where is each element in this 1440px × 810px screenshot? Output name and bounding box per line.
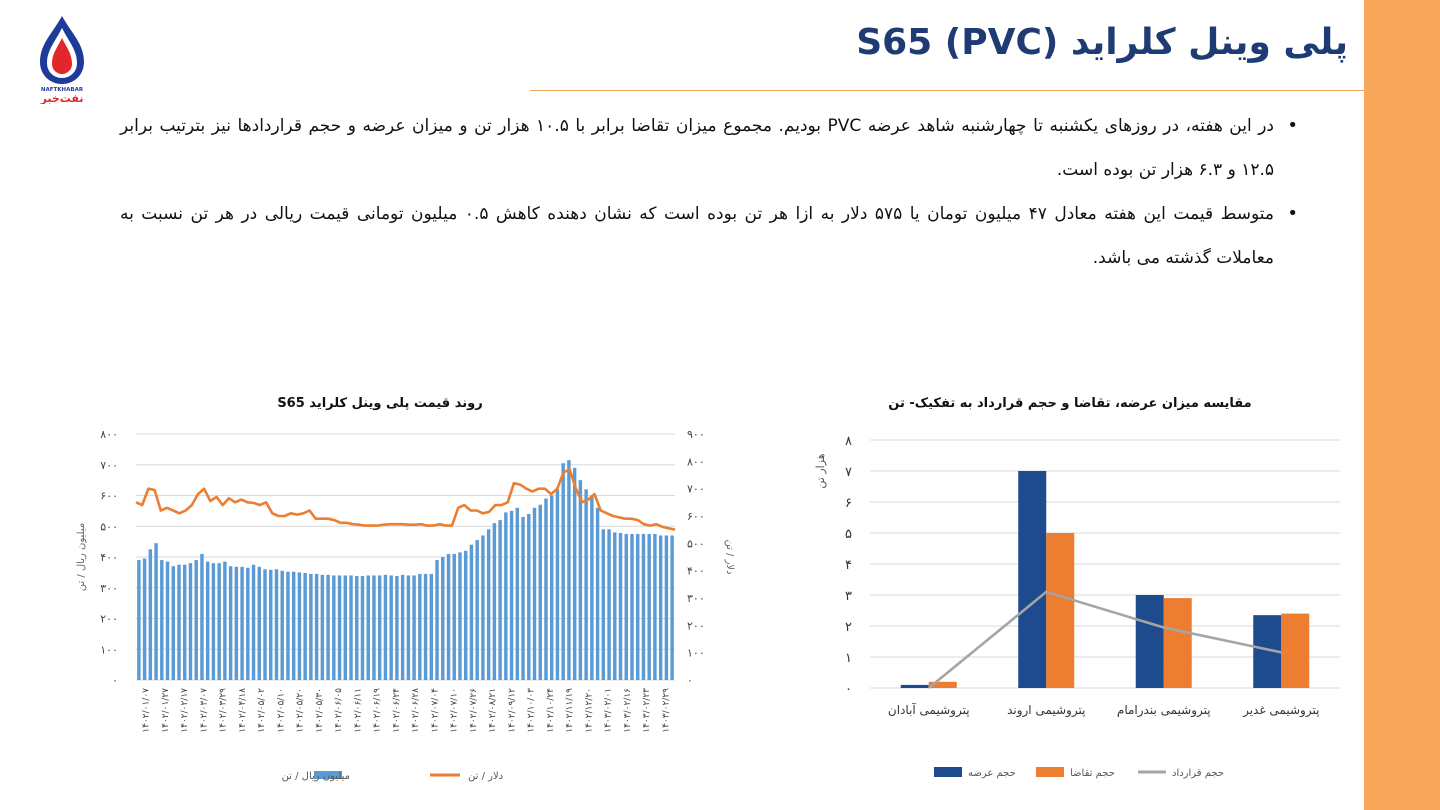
naftkhabar-logo — [28, 12, 102, 104]
x-tick-label: ۱۴۰۳/۰۲/۰۱ — [603, 688, 614, 733]
y-tick-label: ۰ — [845, 682, 852, 697]
right-tick-label: ۶۰۰ — [687, 510, 705, 523]
price-bar — [372, 575, 375, 680]
bullet-price: • متوسط قیمت این هفته معادل ۴۷ میلیون تومان یا ۵۷۵ دلار به ازا هر تن بوده است که نشان دهنده کاهش ۰.۵ میلیون تومانی قیمت ریالی در هر تن نسبت به معاملات گذشته می باشد. — [120, 192, 1300, 280]
price-bar — [596, 508, 599, 680]
right-tick-label: ۷۰۰ — [687, 482, 705, 496]
price-bar — [217, 563, 220, 680]
price-bar — [389, 575, 392, 680]
price-bar — [550, 496, 553, 681]
x-tick-label: ۱۴۰۲/۱۰/۰۳ — [526, 688, 537, 733]
price-bar — [258, 567, 261, 680]
price-bar — [154, 543, 157, 680]
price-bar — [510, 511, 513, 680]
flame-drop-icon — [28, 12, 102, 104]
price-bar — [619, 533, 622, 680]
price-bar — [384, 575, 387, 680]
right-axis-title: دلار / تن — [724, 539, 735, 575]
price-bar — [367, 575, 370, 680]
x-tick-label: ۱۴۰۲/۰۶/۲۸ — [411, 688, 422, 733]
price-bar — [212, 563, 215, 680]
x-tick-label: ۱۴۰۲/۱۰/۲۴ — [545, 688, 556, 733]
x-tick-label: ۱۴۰۲/۰۴/۱۸ — [237, 688, 248, 733]
y-tick-label: ۸ — [845, 434, 852, 449]
price-bar — [527, 514, 530, 680]
price-bar — [567, 460, 570, 680]
price-bar — [573, 468, 576, 680]
price-bar — [298, 572, 301, 680]
x-tick-label: ۱۴۰۳/۰۲/۲۹ — [661, 688, 672, 733]
price-bar — [361, 576, 364, 680]
summary-bullets — [120, 104, 1300, 280]
left-tick-label: ۶۰۰ — [100, 489, 118, 503]
logo-brand-fa: نفت‌خبر — [40, 92, 84, 104]
x-tick-label: ۱۴۰۲/۰۶/۱۱ — [353, 688, 364, 733]
price-bar — [286, 572, 289, 680]
price-bar — [424, 574, 427, 680]
price-chart-title: روند قیمت پلی وینل کلراید S65 — [277, 396, 483, 411]
price-bar — [670, 535, 673, 680]
price-bar — [349, 575, 352, 680]
price-bar — [412, 575, 415, 680]
x-tick-label: ۱۴۰۲/۰۲/۱۷ — [180, 688, 191, 733]
volume-chart-title: مقایسه میزان عرضه، تقاضا و حجم قرارداد به تفکیک- تن — [888, 396, 1252, 411]
price-bar — [470, 545, 473, 680]
contract-volume-line — [929, 592, 1282, 688]
price-bar — [309, 574, 312, 680]
price-bar — [143, 559, 146, 680]
price-bar — [172, 566, 175, 680]
legend-label: حجم تقاضا — [1070, 768, 1115, 779]
y-tick-label: ۶ — [845, 496, 852, 511]
price-bar — [447, 554, 450, 680]
demand-bar — [1281, 614, 1309, 688]
x-tick-label: ۱۴۰۲/۱۲/۲۰ — [584, 688, 595, 733]
price-bar — [149, 549, 152, 680]
price-bar — [206, 562, 209, 680]
right-tick-label: ۲۰۰ — [687, 619, 705, 633]
price-bar — [539, 505, 542, 680]
price-bar — [579, 480, 582, 680]
price-bar — [303, 573, 306, 680]
left-tick-label: ۲۰۰ — [100, 612, 118, 626]
price-bar — [166, 562, 169, 680]
price-bar — [590, 496, 593, 681]
price-bar — [556, 489, 559, 680]
x-tick-label: ۱۴۰۲/۰۵/۱۰ — [276, 688, 287, 733]
bullet-supply-demand: • در این هفته، در روزهای یکشنبه تا چهارشنبه شاهد عرضه PVC بودیم. مجموع میزان تقاضا برابر با ۱۰.۵ هزار تن و میزان عرضه و حجم قراردادها نیز بترتیب برابر ۱۲.۵ و ۶.۳ هزار تن بوده است. — [120, 104, 1300, 192]
price-bar — [194, 560, 197, 680]
x-tick-label: ۱۴۰۲/۰۸/۲۱ — [488, 688, 499, 733]
right-tick-label: ۴۰۰ — [687, 564, 705, 578]
price-bar — [516, 508, 519, 680]
price-bar — [493, 523, 496, 680]
category-label: پتروشیمی آبادان — [887, 703, 970, 717]
y-tick-label: ۵ — [845, 527, 852, 542]
price-bar — [430, 574, 433, 680]
price-bar — [240, 567, 243, 680]
price-bar — [642, 534, 645, 680]
price-bar — [223, 562, 226, 680]
y-tick-label: ۷ — [845, 465, 852, 480]
price-trend-chart — [60, 400, 780, 810]
x-tick-label: ۱۴۰۲/۱۱/۱۹ — [565, 688, 576, 733]
x-tick-label: ۱۴۰۲/۰۳/۲۹ — [218, 688, 229, 733]
left-axis-title: میلیون ریال / تن — [76, 522, 87, 592]
y-tick-label: ۲ — [845, 620, 852, 635]
x-tick-label: ۱۴۰۲/۰۹/۱۲ — [507, 688, 518, 733]
price-bar — [630, 534, 633, 680]
price-bar — [561, 463, 564, 680]
legend-swatch-supply — [934, 767, 962, 777]
price-bar — [458, 552, 461, 680]
price-bar — [602, 529, 605, 680]
price-bar — [498, 520, 501, 680]
dollar-price-line — [136, 470, 675, 530]
price-bar — [338, 575, 341, 680]
y-axis-title: هزار تن — [814, 453, 827, 489]
y-tick-label: ۴ — [845, 558, 852, 573]
price-bar — [441, 557, 444, 680]
price-bar — [435, 560, 438, 680]
price-bar — [544, 499, 547, 680]
price-bar — [137, 560, 140, 680]
price-bar — [280, 571, 283, 680]
left-tick-label: ۳۰۰ — [100, 581, 118, 595]
category-label: پتروشیمی بندرامام — [1116, 703, 1211, 717]
price-bar — [160, 560, 163, 680]
category-label: پتروشیمی اروند — [1007, 703, 1086, 717]
left-tick-label: ۵۰۰ — [100, 520, 118, 534]
x-tick-label: ۱۴۰۲/۰۵/۳۰ — [314, 688, 325, 733]
supply-bar — [1136, 595, 1164, 688]
price-bar — [504, 512, 507, 680]
x-tick-label: ۱۴۰۲/۰۳/۰۷ — [199, 688, 210, 733]
price-bar — [636, 534, 639, 680]
price-bar — [246, 568, 249, 680]
right-tick-label: ۱۰۰ — [687, 646, 705, 660]
price-bar — [407, 575, 410, 680]
price-bar — [487, 529, 490, 680]
x-tick-label: ۱۴۰۲/۰۱/۲۷ — [160, 688, 171, 733]
price-bar — [189, 563, 192, 680]
price-bar — [613, 532, 616, 680]
price-bar — [275, 569, 278, 680]
price-bar — [269, 570, 272, 680]
price-bar — [378, 575, 381, 680]
x-tick-label: ۱۴۰۲/۰۷/۲۶ — [468, 688, 479, 733]
price-bar — [584, 489, 587, 680]
price-bar — [321, 575, 324, 680]
left-tick-label: ۱۰۰ — [100, 643, 118, 657]
price-bar — [418, 574, 421, 680]
supply-bar — [901, 685, 929, 688]
price-bar — [647, 534, 650, 680]
category-label: پتروشیمی غدیر — [1243, 703, 1320, 717]
right-tick-label: ۹۰۰ — [687, 428, 705, 441]
price-bar — [326, 575, 329, 680]
x-tick-label: ۱۴۰۲/۰۶/۱۹ — [372, 688, 383, 733]
x-tick-label: ۱۴۰۲/۰۷/۰۴ — [430, 688, 441, 733]
x-tick-label: ۱۴۰۲/۰۶/۰۵ — [334, 688, 345, 733]
price-bar — [395, 576, 398, 680]
legend-label: حجم قرارداد — [1172, 768, 1225, 779]
right-tick-label: ۸۰۰ — [687, 455, 705, 469]
price-bar — [252, 565, 255, 680]
price-bar — [332, 575, 335, 680]
demand-bar — [1164, 598, 1192, 688]
price-bar — [177, 565, 180, 680]
price-bar — [235, 567, 238, 680]
x-tick-label: ۱۴۰۳/۰۲/۲۳ — [642, 688, 653, 733]
price-bar — [344, 575, 347, 680]
price-bar — [229, 566, 232, 680]
legend-label-rial: میلیون ریال / تن — [281, 771, 350, 782]
price-bar — [665, 535, 668, 680]
price-bar — [625, 534, 628, 680]
right-tick-label: ۳۰۰ — [687, 592, 705, 605]
price-bar — [292, 572, 295, 680]
y-tick-label: ۳ — [845, 589, 852, 604]
price-bar — [533, 508, 536, 680]
accent-side-bar — [1364, 0, 1440, 810]
x-tick-label: ۱۴۰۲/۰۵/۰۲ — [257, 688, 268, 733]
price-bar — [200, 554, 203, 680]
legend-label: حجم عرضه — [968, 768, 1016, 779]
price-bar — [453, 554, 456, 680]
price-bar — [475, 540, 478, 680]
x-tick-label: ۱۴۰۳/۰۲/۱۶ — [622, 688, 633, 733]
price-bar — [183, 565, 186, 680]
price-bar — [521, 517, 524, 680]
supply-bar — [1018, 471, 1046, 688]
price-bar — [481, 535, 484, 680]
left-tick-label: ۸۰۰ — [100, 428, 118, 441]
x-tick-label: ۱۴۰۲/۰۵/۲۰ — [295, 688, 306, 733]
left-tick-label: ۰ — [112, 674, 118, 687]
price-bar — [659, 535, 662, 680]
price-bar — [355, 576, 358, 680]
price-bar — [401, 575, 404, 680]
left-tick-label: ۷۰۰ — [100, 458, 118, 472]
x-tick-label: ۱۴۰۲/۰۱/۰۷ — [141, 688, 152, 733]
y-tick-label: ۱ — [845, 651, 852, 666]
legend-swatch-demand — [1036, 767, 1064, 777]
price-bar — [607, 529, 610, 680]
logo-brand-en: NAFTKHABAR — [40, 87, 84, 93]
page-title: پلی وینل کلراید (PVC) S65 — [856, 22, 1348, 63]
demand-bar — [1046, 533, 1074, 688]
left-tick-label: ۴۰۰ — [100, 551, 118, 564]
right-tick-label: ۰ — [687, 674, 693, 687]
x-tick-label: ۱۴۰۲/۰۷/۱۰ — [449, 688, 460, 733]
volume-comparison-chart — [800, 400, 1360, 810]
price-bar — [464, 551, 467, 680]
x-tick-label: ۱۴۰۲/۰۶/۲۴ — [391, 688, 402, 733]
legend-label-dollar: دلار / تن — [468, 771, 504, 782]
price-bar — [263, 569, 266, 680]
right-tick-label: ۵۰۰ — [687, 537, 705, 551]
title-divider — [530, 90, 1364, 91]
price-bar — [653, 534, 656, 680]
price-bar — [315, 574, 318, 680]
